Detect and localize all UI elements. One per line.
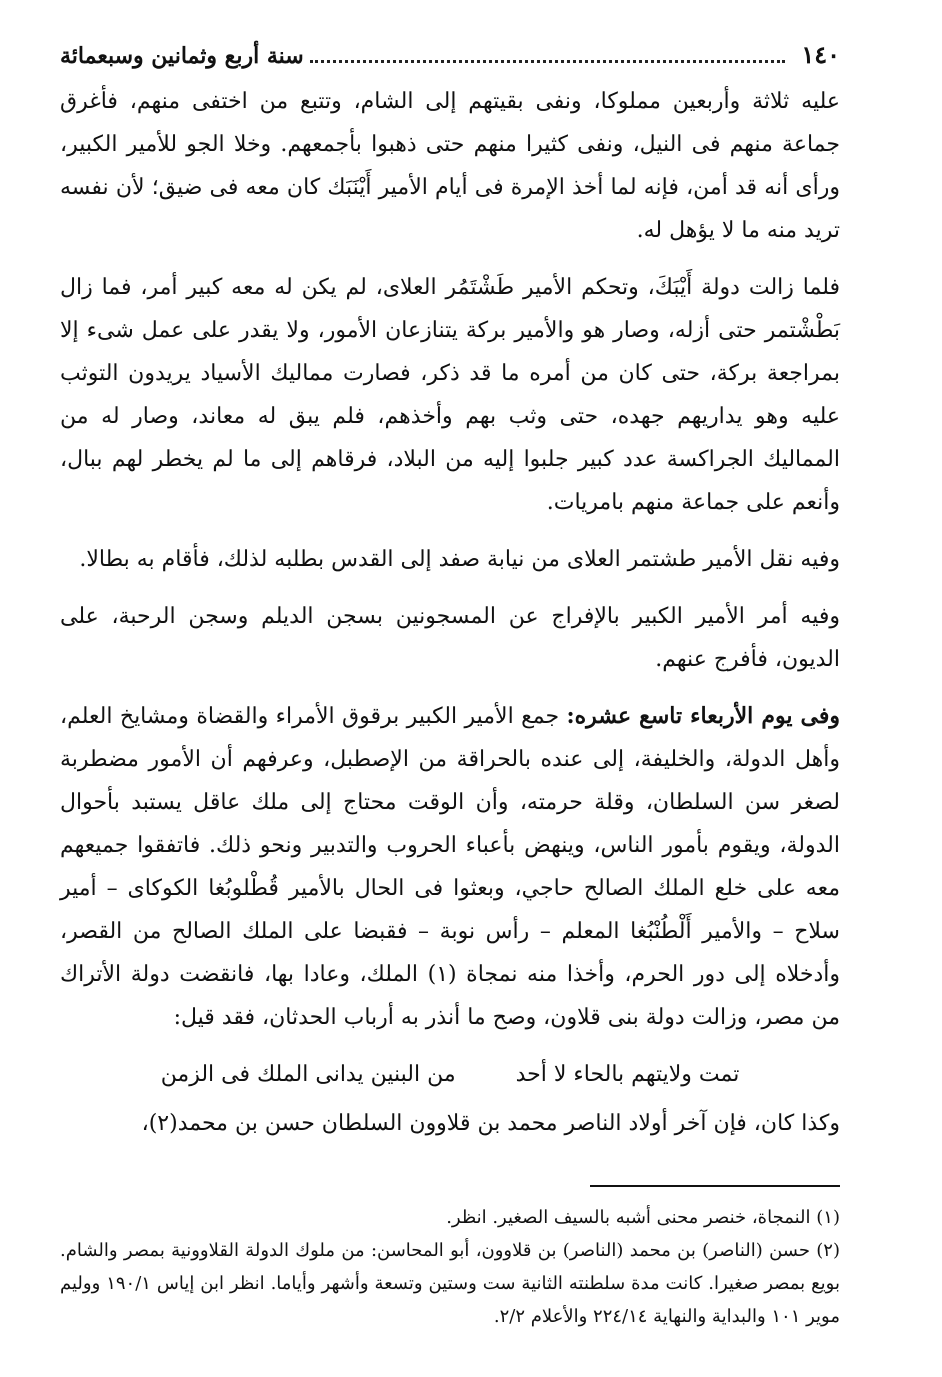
main-text — [60, 80, 840, 1145]
paragraph-text: عليه ثلاثة وأربعين مملوكا، ونفى بقيتهم إلى الشام، وتتبع من اختفى منهم، فأغرق جماعة منهم فى النيل، ونفى كثيرا منهم حتى ذهبوا بأجمعهم. وخلا الجو للأمير الكبير، ورأى أنه قد أمن، فإنه لما أخذ الإمرة فى أيام الأمير أَيْنَبَك كان معه فى ضيق؛ لأن نفسه تريد منه ما لا يؤهل له. — [60, 89, 840, 243]
paragraph-text: فلما زالت دولة أَيْبَكَ، وتحكم الأمير طَشْتَمُر العلاى، لم يكن له معه كبير أمر، فما زال بَطْشْتمر حتى أزله، وصار هو والأمير بركة يتنازعان الأمور، ولا يقدر على عمل شىء إلا بمراجعة بركة، حتى كان من أمره ما قد ذكر، فصارت مماليك الأسياد يريدون التوثب عليه وهو يداريهم جهده، حتى وثب بهم وأخذهم، فلم يبق له معاند، وصار له من المماليك الجراكسة عدد كبير جلبوا إليه من البلاد، فرقاهم إلى ما لم يخطر لهم ببال، وأنعم على جماعة منهم بامريات. — [60, 275, 840, 515]
footnote: (٢) حسن (الناصر) بن محمد (الناصر) بن قلاوون، أبو المحاسن: من ملوك الدولة القلاوونية بمصر والشام. بويع بمصر صغيرا. كانت مدة سلطنته الثانية ست وستين وتسعة وأشهر وأياما. انظر ابن إياس ١٩٠/١ ووليم موير ١٠١ والبداية والنهاية ٢٢٤/١٤ والأعلام ٢/٢. — [60, 1240, 840, 1327]
book-page — [60, 40, 840, 1333]
footnotes — [60, 1201, 840, 1333]
paragraph-text: وفيه أمر الأمير الكبير بالإفراج عن المسجونين بسجن الديلم وسجن الرحبة، على الديون، فأفرج عنهم. — [60, 604, 840, 672]
paragraph — [60, 595, 840, 681]
page-header — [60, 40, 840, 80]
verse-second-hemistich: تمت ولايتهم بالحاء لا أحد — [515, 1062, 740, 1087]
paragraph — [60, 538, 840, 581]
footnote: (١) النمجاة، خنصر محنى أشبه بالسيف الصغير. انظر. — [446, 1207, 840, 1228]
header-leader-dots — [310, 60, 786, 63]
verse-first-hemistich: من البنين يدانى الملك فى الزمن — [160, 1062, 456, 1087]
poetry-verse — [60, 1053, 840, 1096]
paragraph — [60, 695, 840, 1039]
paragraph — [60, 266, 840, 524]
paragraph-text: جمع الأمير الكبير برقوق الأمراء والقضاة ومشايخ العلم، وأهل الدولة، والخليفة، إلى عنده بالحراقة من الإصطبل، وعرفهم أن الأمور مضطربة لصغر سن السلطان، وقلة حرمته، وأن الوقت محتاج إلى ملك عاقل يستبد بأحوال الدولة، ويقوم بأمور الناس، وينهض بأعباء الحروب والتدبير ونحو ذلك. فاتفقوا جميعهم معه على خلع الملك الصالح حاجي، وبعثوا فى الحال بالأمير قُطْلوبُغا الكوكاى – أمير سلاح – والأمير أَلْطُنْبُغا المعلم – رأس نوبة – فقبضا على الملك الصالح من القصر، وأدخلاه إلى دور الحرم، وأخذا منه نمجاة (١) الملك، وعادا بها، فانقضت دولة الأتراك من مصر، وزالت دولة بنى قلاون، وصح ما أنذر به أرباب الحدثان، فقد قيل: — [60, 704, 840, 1030]
paragraph-text: وكذا كان، فإن آخر أولاد الناصر محمد بن قلاوون السلطان حسن بن محمد(٢)، — [141, 1111, 840, 1136]
paragraph — [60, 1102, 840, 1145]
paragraph-lead: وفى يوم الأربعاء تاسع عشره: — [566, 703, 840, 729]
running-title: سنة أربع وثمانين وسبعمائة — [60, 43, 304, 69]
paragraph-text: وفيه نقل الأمير طشتمر العلاى من نيابة صفد إلى القدس بطلبه لذلك، فأقام به بطالا. — [79, 547, 840, 572]
footnote-separator — [590, 1185, 840, 1187]
paragraph — [60, 80, 840, 252]
page-number: ١٤٠ — [801, 40, 840, 69]
